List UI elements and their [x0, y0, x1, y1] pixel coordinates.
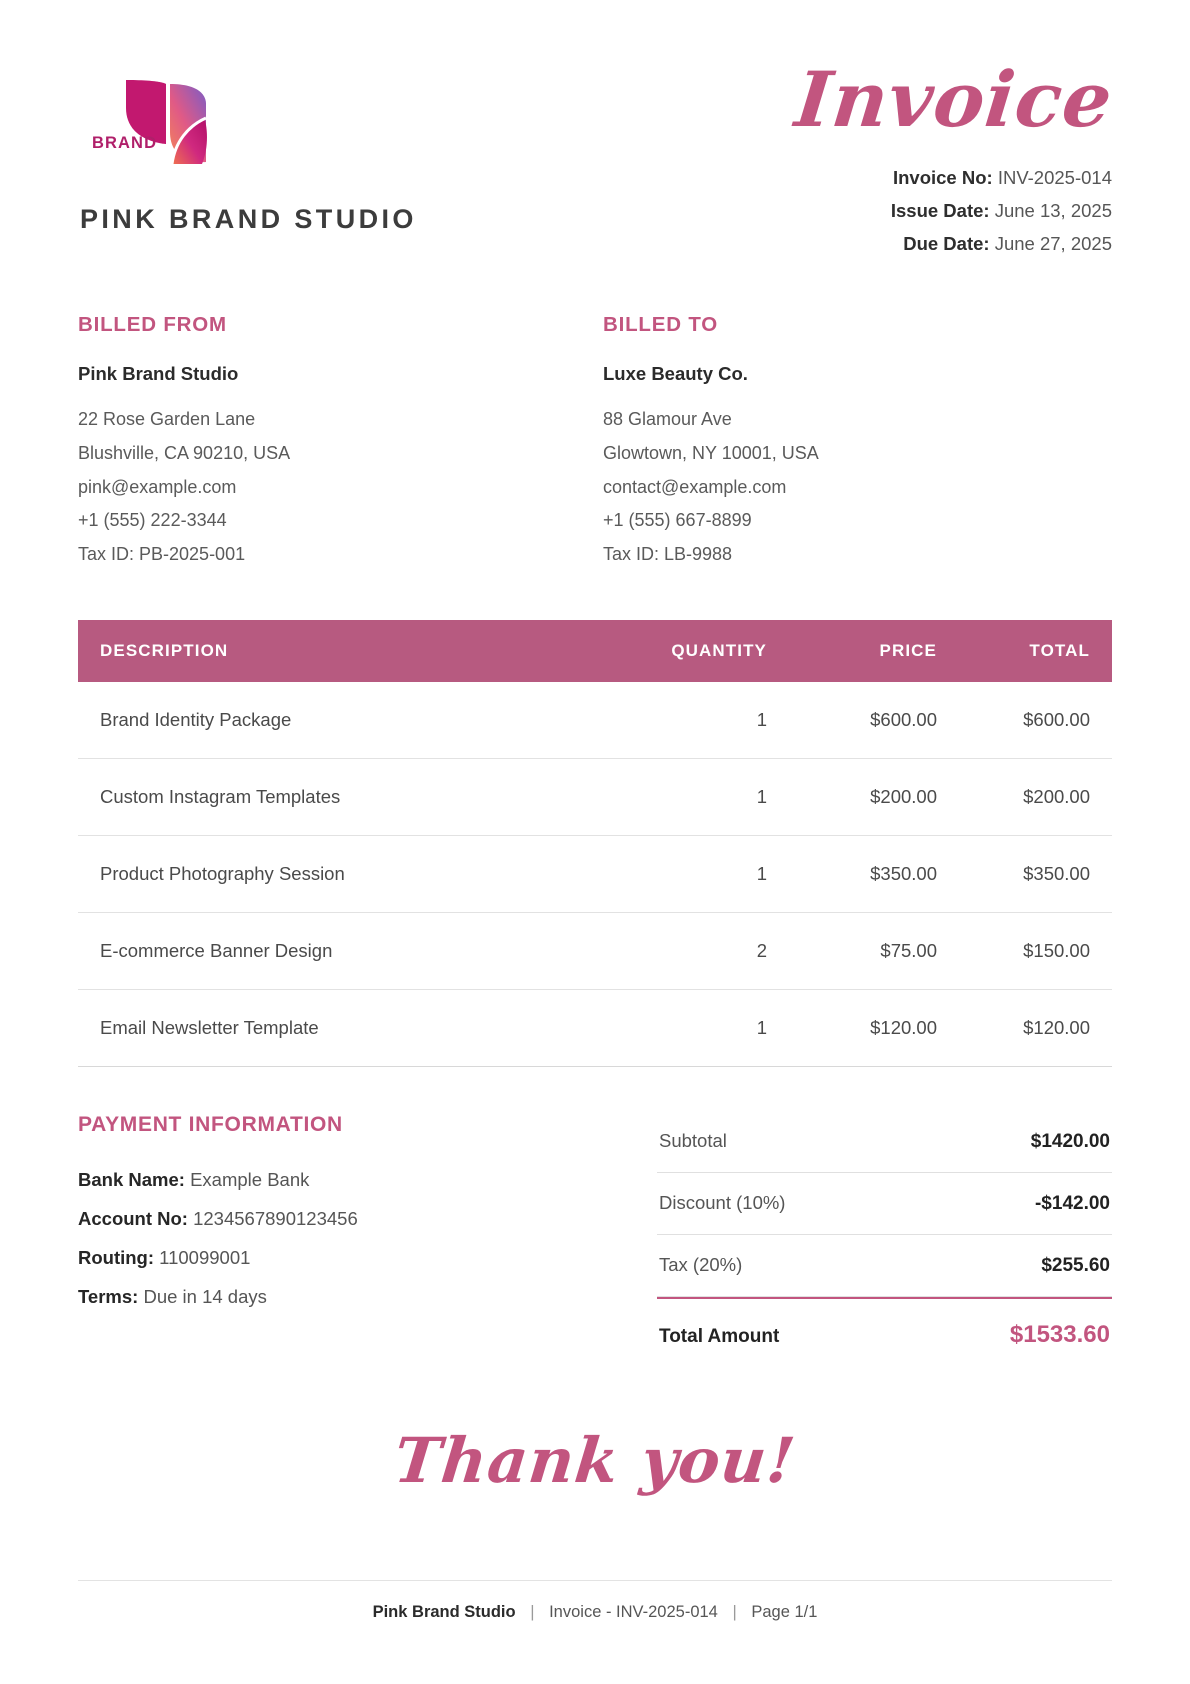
- billed-from-line-tax-id: Tax ID: PB-2025-001: [78, 544, 246, 565]
- leaf-petal-logo-icon: [96, 70, 286, 182]
- billed-to-heading: BILLED TO: [603, 312, 719, 336]
- cell-price: $200.00: [767, 759, 937, 836]
- table-row: [78, 682, 1112, 759]
- cell-price: $350.00: [767, 836, 937, 913]
- cell-description: Brand Identity Package: [78, 682, 592, 759]
- cell-quantity: 1: [592, 836, 767, 913]
- totals-value: $255.60: [1041, 1255, 1110, 1277]
- payment-label: Terms:: [78, 1285, 139, 1307]
- line-items-table: [78, 620, 1112, 1067]
- line-items-header: [78, 620, 1112, 682]
- payment-row-routing: [78, 1239, 548, 1278]
- billed-to-line-email: contact@example.com: [603, 476, 787, 497]
- cell-quantity: 1: [592, 990, 767, 1067]
- table-row: [78, 836, 1112, 913]
- cell-total: $200.00: [937, 759, 1112, 836]
- payment-value: Example Bank: [190, 1169, 310, 1191]
- totals-row-grand-total: [657, 1297, 1112, 1368]
- billed-to-line-tax-id: Tax ID: LB-9988: [603, 544, 733, 565]
- column-header-price: PRICE: [767, 620, 937, 682]
- cell-price: $600.00: [767, 682, 937, 759]
- invoice-title: Invoice: [791, 55, 1117, 144]
- cell-quantity: 1: [592, 759, 767, 836]
- billed-from-line-phone: +1 (555) 222-3344: [78, 510, 227, 531]
- totals-row-discount: [657, 1173, 1112, 1235]
- column-header-quantity: QUANTITY: [592, 620, 767, 682]
- billed-from-line-email: pink@example.com: [78, 476, 237, 497]
- totals-label: Tax (20%): [659, 1254, 743, 1276]
- billed-to-line-address1: 88 Glamour Ave: [603, 408, 732, 429]
- table-header-row: [78, 620, 1112, 682]
- footer-page-number: Page 1/1: [751, 1603, 818, 1621]
- cell-description: Custom Instagram Templates: [78, 759, 592, 836]
- grand-total-label: Total Amount: [659, 1326, 780, 1348]
- totals-label: Discount (10%): [659, 1192, 786, 1214]
- payment-information-heading: PAYMENT INFORMATION: [78, 1113, 343, 1137]
- cell-description: Product Photography Session: [78, 836, 592, 913]
- cell-total: $600.00: [937, 682, 1112, 759]
- meta-value: INV-2025-014: [997, 167, 1112, 189]
- totals-row-tax: [657, 1235, 1112, 1297]
- payment-label: Account No:: [78, 1207, 188, 1229]
- thank-you-message: Thank you!: [390, 1424, 800, 1498]
- billed-to-block: [595, 313, 1112, 572]
- payment-information-block: [78, 1107, 548, 1368]
- payment-label: Routing:: [78, 1246, 155, 1268]
- cell-quantity: 2: [592, 913, 767, 990]
- invoice-header: [0, 0, 1190, 261]
- cell-quantity: 1: [592, 682, 767, 759]
- table-row: [78, 913, 1112, 990]
- totals-block: [657, 1107, 1112, 1368]
- footer-company: Pink Brand Studio: [372, 1603, 516, 1621]
- billed-to-name: Luxe Beauty Co.: [603, 362, 748, 384]
- billed-from-line-address2: Blushville, CA 90210, USA: [78, 442, 291, 463]
- cell-total: $150.00: [937, 913, 1112, 990]
- payment-row-account-no: [78, 1200, 548, 1239]
- company-name: PINK BRAND STUDIO: [80, 204, 417, 234]
- meta-row-issue-date: [796, 195, 1112, 228]
- column-header-total: TOTAL: [937, 620, 1112, 682]
- invoice-meta-list: [796, 162, 1112, 261]
- billed-from-heading: BILLED FROM: [78, 312, 227, 336]
- meta-label: Issue Date:: [890, 200, 990, 222]
- logo: [92, 70, 286, 182]
- logo-wordmark: BRAND: [92, 134, 158, 152]
- meta-value: June 13, 2025: [994, 200, 1112, 222]
- table-row: [78, 990, 1112, 1067]
- payment-label: Bank Name:: [78, 1169, 185, 1191]
- page-footer: [78, 1580, 1112, 1622]
- column-header-description: DESCRIPTION: [78, 620, 592, 682]
- payment-value: 1234567890123456: [193, 1207, 358, 1229]
- cell-price: $120.00: [767, 990, 937, 1067]
- table-row: [78, 759, 1112, 836]
- meta-row-due-date: [796, 228, 1112, 261]
- line-items-body: [78, 682, 1112, 1067]
- billed-to-line-address2: Glowtown, NY 10001, USA: [603, 442, 819, 463]
- invoice-meta-block: [791, 55, 1117, 261]
- totals-value: -$142.00: [1034, 1193, 1110, 1215]
- footer-invoice-ref: Invoice - INV-2025-014: [549, 1603, 718, 1621]
- footer-separator-2: |: [732, 1603, 737, 1621]
- payment-row-terms: [78, 1278, 548, 1317]
- cell-description: Email Newsletter Template: [78, 990, 592, 1067]
- meta-label: Invoice No:: [892, 167, 993, 189]
- billed-from-name: Pink Brand Studio: [78, 362, 239, 384]
- cell-total: $350.00: [937, 836, 1112, 913]
- payment-value: 110099001: [159, 1246, 251, 1268]
- cell-total: $120.00: [937, 990, 1112, 1067]
- totals-row-subtotal: [657, 1111, 1112, 1173]
- meta-label: Due Date:: [903, 233, 990, 255]
- grand-total-value: $1533.60: [1009, 1321, 1110, 1349]
- cell-description: E-commerce Banner Design: [78, 913, 592, 990]
- billed-to-line-phone: +1 (555) 667-8899: [603, 510, 752, 531]
- billed-from-block: [78, 313, 595, 572]
- footer-separator-1: |: [530, 1603, 535, 1621]
- parties-section: [0, 261, 1190, 572]
- totals-value: $1420.00: [1030, 1131, 1110, 1153]
- totals-label: Subtotal: [659, 1130, 727, 1152]
- lower-section: [0, 1067, 1190, 1368]
- meta-value: June 27, 2025: [994, 233, 1112, 255]
- brand-block: [78, 62, 417, 235]
- payment-row-bank-name: [78, 1161, 548, 1200]
- payment-value: Due in 14 days: [143, 1285, 267, 1307]
- billed-from-line-address1: 22 Rose Garden Lane: [78, 408, 256, 429]
- cell-price: $75.00: [767, 913, 937, 990]
- meta-row-invoice-no: [796, 162, 1112, 195]
